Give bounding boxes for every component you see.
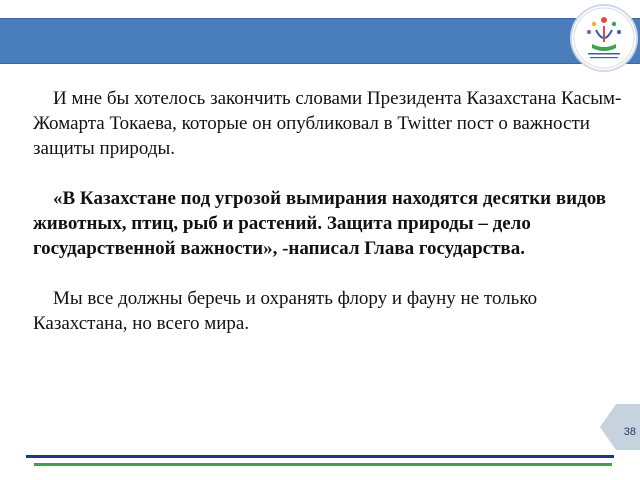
slide-text bbox=[33, 86, 623, 336]
intro-paragraph-text: И мне бы хотелось закончить словами Президента Казахстана Касым-Жомарта Токаева, которые он опубликовал в Twitter пост о важности защиты природы. bbox=[33, 88, 622, 159]
closing-paragraph-text: Мы все должны беречь и охранять флору и фауну не только Казахстана, но всего мира. bbox=[33, 288, 538, 334]
closing-paragraph bbox=[33, 286, 623, 336]
president-quote-text: «В Казахстане под угрозой вымирания находятся десятки видов животных, птиц, рыб и растений. Защита природы – дело государственной важности», -написал Глава государства. bbox=[33, 188, 606, 259]
header-band bbox=[0, 18, 640, 64]
intro-paragraph bbox=[33, 86, 623, 161]
page-number: 38 bbox=[623, 426, 636, 438]
footer-rule-green bbox=[34, 463, 612, 466]
footer-rule-blue bbox=[26, 455, 614, 458]
president-quote bbox=[33, 186, 623, 261]
school-logo-icon bbox=[572, 6, 636, 70]
